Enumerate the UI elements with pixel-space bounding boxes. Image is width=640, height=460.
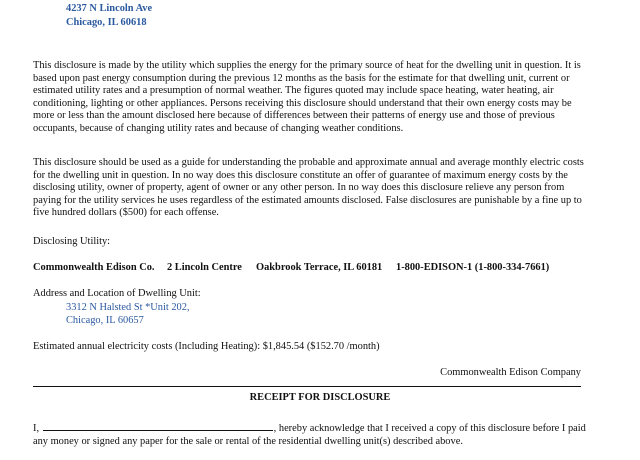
receipt-prefix: I,	[33, 423, 40, 434]
utility-name: Commonwealth Edison Co.	[33, 262, 155, 273]
receipt-acknowledgement	[33, 421, 593, 448]
estimated-costs-label: Estimated annual electricity costs (Including Heating):	[33, 341, 261, 352]
customer-city: Chicago, IL 60618	[66, 16, 147, 28]
dwelling-address	[66, 301, 190, 327]
name-blank-field[interactable]	[43, 421, 273, 431]
estimated-costs	[33, 341, 380, 354]
utility-city: Oakbrook Terrace, IL 60181	[256, 262, 383, 273]
disclosing-utility-line	[33, 262, 549, 275]
disclosure-paragraph-guide: This disclosure should be used as a guide for understanding the probable and approximate annual and average monthly electric costs for the dwelling unit in question. In no way does this disclosure constitute an offer of guarantee of maximum energy costs by the disclosing utility, owner of property, agent of owner or any other person. In no way does this disclosure relieve any person from paying for the utility services he uses regardless of the estimated amounts disclosed. False disclosures are punishable by a fine up to five hundred dollars ($500) for each offense.	[33, 157, 584, 219]
dwelling-address-label: Address and Location of Dwelling Unit:	[33, 288, 201, 299]
utility-phone: 1-800-EDISON-1 (1-800-334-7661)	[396, 262, 550, 273]
customer-address	[66, 2, 152, 29]
receipt-heading: RECEIPT FOR DISCLOSURE	[249, 392, 391, 403]
disclosing-utility-label: Disclosing Utility:	[33, 236, 111, 247]
customer-street: 4237 N Lincoln Ave	[66, 3, 153, 14]
utility-street: 2 Lincoln Centre	[167, 262, 242, 273]
company-signature: Commonwealth Edison Company	[440, 367, 581, 378]
disclosure-paragraph-basis: This disclosure is made by the utility which supplies the energy for the primary source of heat for the dwelling unit in question. It is based upon past energy consumption during the previous 12 months as the basis for the estimate for that dwelling unit, current or estimated utility rates and a presumption of normal weather. The figures quoted may include space heating, water heating, air conditioning, lighting or other appliances. Persons receiving this disclosure should understand that their own energy costs may be more or less than the amount disclosed here because of differences between their patterns of energy use and those of previous occupants, because of changing utility rates and because of changing weather conditions.	[33, 60, 581, 134]
dwelling-street: 3312 N Halsted St *Unit 202,	[66, 302, 190, 313]
dwelling-city: Chicago, IL 60657	[66, 315, 144, 326]
receipt-text: , hereby acknowledge that I received a copy of this disclosure before I paid any money or signed any paper for the sale or rental of the residential dwelling unit(s) described above.	[33, 423, 586, 447]
section-divider	[33, 386, 581, 387]
estimated-costs-value: $1,845.54 ($152.70 /month)	[262, 341, 380, 352]
